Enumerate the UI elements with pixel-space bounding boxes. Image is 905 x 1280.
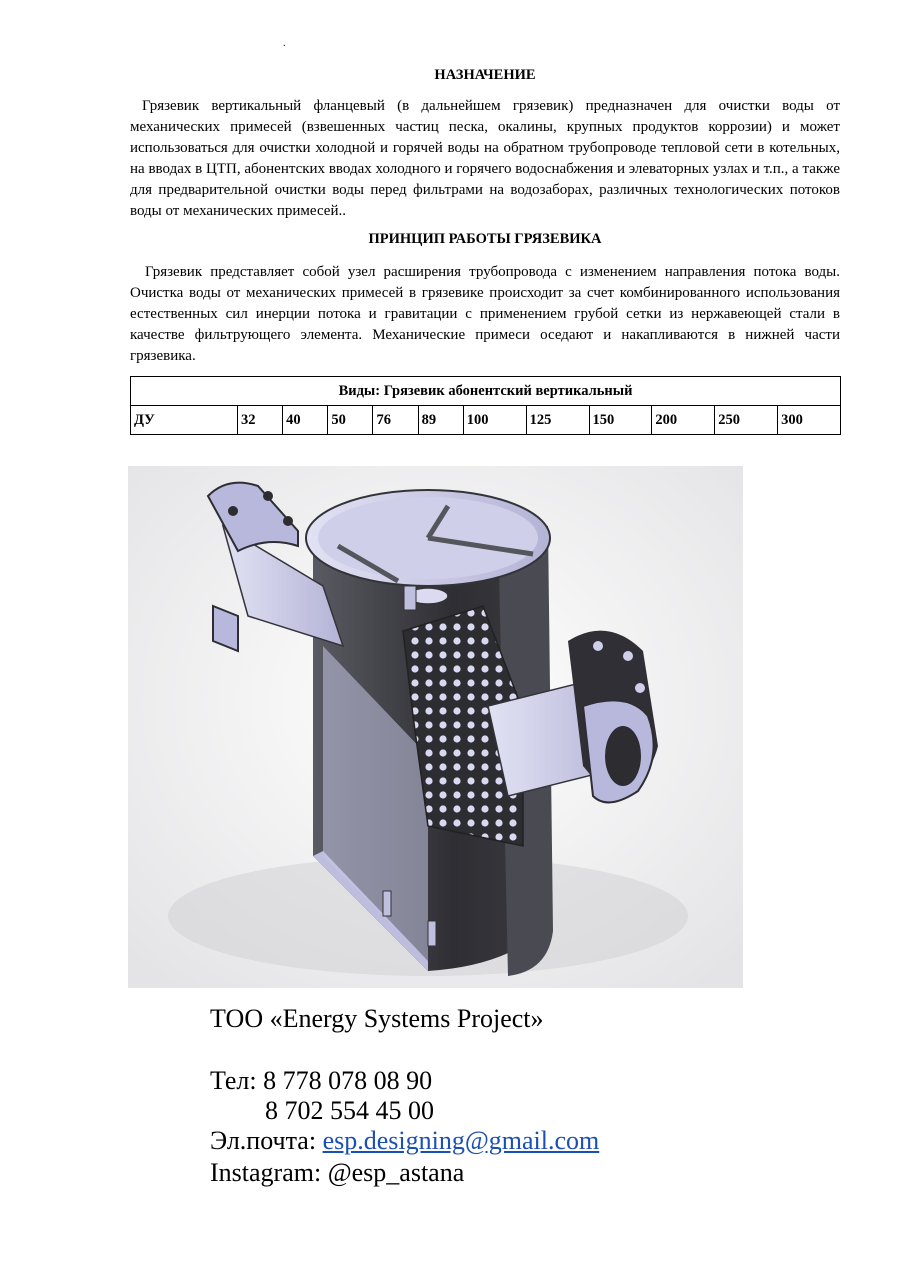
outlet-bore [605, 726, 641, 786]
table-cell: 40 [283, 406, 328, 435]
table-cell: 125 [526, 406, 589, 435]
bolt-hole [263, 491, 273, 501]
principle-paragraph: Грязевик представляет собой узел расширения трубопровода с изменением направления потока воды. Очистка воды от механических примесей в грязевике происходит за счет комбинированного использования естественных сил инерции потока и гравитации с применением грубой сетки из нержавеющей стали в качестве фильтрующего элемента. Механические примеси оседают и накапливаются в нижней части грязевика. [130, 264, 840, 364]
bolt-hole [623, 651, 633, 661]
instagram-label: Instagram: [210, 1158, 322, 1187]
section-title-principle: ПРИНЦИП РАБОТЫ ГРЯЗЕВИКА [368, 231, 602, 247]
table-cell: 76 [373, 406, 418, 435]
table-row [131, 406, 841, 435]
instagram-line [210, 1158, 464, 1188]
page-marker: . [283, 38, 286, 49]
table-cell: 100 [463, 406, 526, 435]
company-name: ТОО «Energy Systems Project» [210, 1004, 544, 1033]
email-line [210, 1126, 599, 1156]
table-caption-row [131, 377, 841, 406]
table-row-label: ДУ [131, 406, 238, 435]
phone-number-2: 8 702 554 45 00 [265, 1096, 434, 1125]
table-cell: 200 [652, 406, 715, 435]
types-table [130, 376, 841, 435]
phone-label: Тел: [210, 1066, 257, 1095]
bolt-hole [635, 683, 645, 693]
mud-trap-cutaway-illustration [128, 466, 743, 988]
vent-pipe [404, 586, 416, 610]
instagram-handle: @esp_astana [327, 1158, 465, 1187]
bolt-hole [228, 506, 238, 516]
email-link[interactable]: esp.designing@gmail.com [322, 1126, 600, 1155]
table-cell: 250 [715, 406, 778, 435]
table-cell: 300 [778, 406, 841, 435]
bolt-hole [283, 516, 293, 526]
drain-nozzle [383, 891, 391, 916]
phone-number-1: 8 778 078 08 90 [263, 1066, 433, 1095]
bolt-hole [593, 641, 603, 651]
table-cell: 150 [589, 406, 652, 435]
phone-line-1 [210, 1066, 432, 1096]
table-cell: 50 [328, 406, 373, 435]
drain-nozzle [428, 921, 436, 946]
table-cell: 32 [238, 406, 283, 435]
purpose-paragraph: Грязевик вертикальный фланцевый (в дальнейшем грязевик) предназначен для очистки воды от механических примесей (взвешенных частиц песка, окалины, крупных продуктов коррозии) и может использоваться для очистки холодной и горячей воды на обратном трубопроводе тепловой сети в котельных, на вводах в ЦТП, абонентских вводах холодного и горячего водоснабжения и элеваторных узлах и т.п., а также для предварительной очистки воды перед фильтрами на водозаборах, различных технологических потоков воды от механических примесей.. [130, 98, 840, 219]
section-title-purpose: НАЗНАЧЕНИЕ [434, 67, 536, 83]
email-label: Эл.почта: [210, 1126, 317, 1155]
table-caption: Виды: Грязевик абонентский вертикальный [131, 377, 841, 406]
table-cell: 89 [418, 406, 463, 435]
